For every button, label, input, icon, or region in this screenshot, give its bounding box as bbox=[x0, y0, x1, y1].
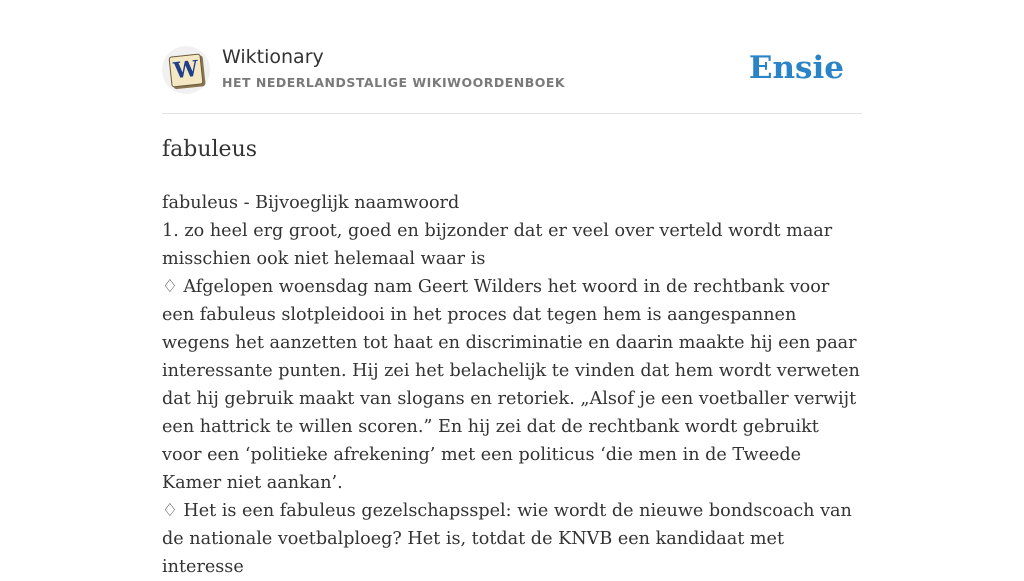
site-title[interactable]: Wiktionary bbox=[222, 46, 324, 68]
header-divider bbox=[162, 113, 862, 114]
ensie-brand-logo[interactable]: Ensie bbox=[748, 50, 844, 86]
entry-title: fabuleus bbox=[162, 137, 258, 162]
entry-line-example-2: ♢ Het is een fabuleus gezelschapsspel: wie wordt de nieuwe bondscoach van de nationale voetbalploeg? Het is, totdat de KNVB een kandidaat met interesse bbox=[162, 501, 852, 577]
wiktionary-logo-icon: W bbox=[168, 53, 203, 87]
site-header bbox=[162, 44, 862, 100]
wiktionary-logo[interactable] bbox=[162, 46, 210, 94]
entry-line-word-class: fabuleus - Bijvoeglijk naamwoord bbox=[162, 193, 460, 213]
entry-line-example-1: ♢ Afgelopen woensdag nam Geert Wilders het woord in de rechtbank voor een fabuleus slotpleidooi in het proces dat tegen hem is aangespannen wegens het aanzetten tot haat en discriminatie en daarin maakte hij een paar interessante punten. Hij zei het belachelijk te vinden dat hem wordt verweten dat hij gebruik maakt van slogans en retoriek. „Alsof je een voetballer verwijt een hattrick te willen scoren.” En hij zei dat de rechtbank wordt gebruikt voor een ‘politieke afrekening’ met een politicus ‘die men in de Tweede Kamer niet aankan’. bbox=[162, 277, 860, 493]
entry-content bbox=[162, 189, 862, 581]
entry-line-definition: 1. zo heel erg groot, goed en bijzonder dat er veel over verteld wordt maar misschien ook niet helemaal waar is bbox=[162, 221, 833, 269]
site-subtitle: HET NEDERLANDSTALIGE WIKIWOORDENBOEK bbox=[222, 75, 566, 90]
